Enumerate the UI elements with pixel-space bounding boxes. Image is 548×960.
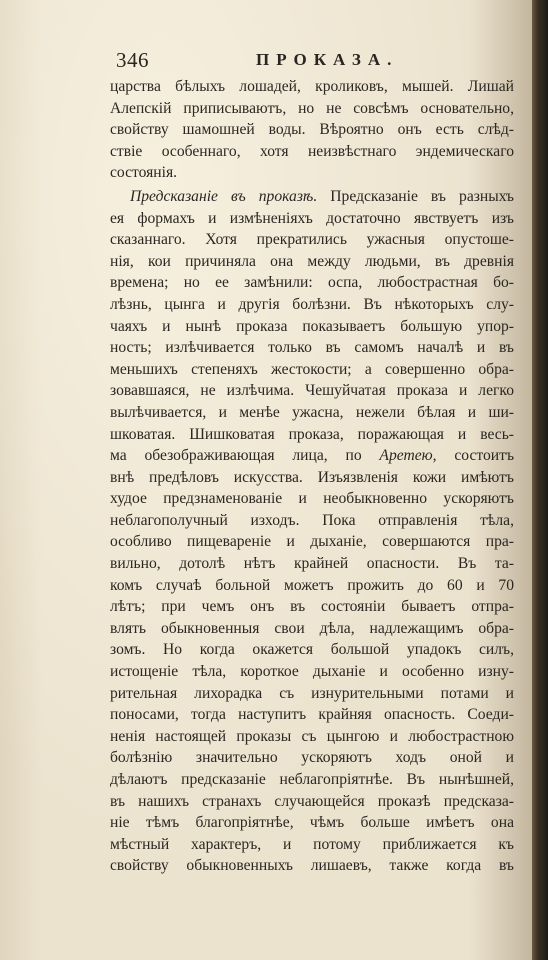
book-spine-shadow <box>532 0 548 960</box>
text-line: нія, кои причиняла она между людьми, въ древнія <box>110 252 514 270</box>
text-line: ея формахъ и измѣненіяхъ достаточно явствуетъ изъ <box>110 209 514 227</box>
text-line-with-name <box>110 445 514 467</box>
text-line: мѣстный характеръ, и потому приближается къ <box>110 835 514 853</box>
text-line: въ нашихъ странахъ случающейся проказѣ предсказа- <box>110 792 514 810</box>
author-name: Аретею, <box>379 447 437 465</box>
paragraph-first-line <box>110 186 514 208</box>
text-line: особливо пищевареніе и дыханіе, совершаются пра- <box>110 533 514 551</box>
text-line: ность; излѣчивается только въ самомъ началѣ и въ <box>110 339 514 357</box>
text-line: времена; но ее замѣнили: оспа, любострастная бо- <box>110 274 514 292</box>
text-line: зомъ. Но когда окажется большой упадокъ силъ, <box>110 641 514 659</box>
text-line: вылѣчивается, и менѣе ужасна, нежели бѣлая и ши- <box>110 403 514 421</box>
text-line: свойству шамошней воды. Вѣроятно онъ есть слѣд- <box>110 121 514 139</box>
text-line: ніе тѣмъ благопріятнѣе, чѣмъ больше имѣетъ она <box>110 814 514 832</box>
text-line: шковатая. Шишковатая проказа, поражающая и весь- <box>110 425 514 443</box>
text-line: ненія настоящей проказы съ цынгою и любострастною <box>110 727 514 745</box>
text-fragment: состоитъ <box>436 447 514 465</box>
text-fragment: Предсказаніе въ разныхъ <box>317 187 514 205</box>
text-line: царства бѣлыхъ лошадей, кроликовъ, мышей. Лишай <box>110 78 514 95</box>
paragraph-2 <box>110 186 514 877</box>
text-line: состоянія. <box>110 164 178 182</box>
text-line: зовавшаяся, не излѣчима. Чешуйчатая проказа и легко <box>110 382 514 400</box>
text-line: рительная лихорадка съ изнурительными потами и <box>110 684 514 702</box>
text-line: неблагополучный изходъ. Пока отправленія тѣла, <box>110 511 514 529</box>
text-line: худое предзнаменованіе и необыкновенно ускоряютъ <box>110 490 514 508</box>
text-line: ствіе особеннаго, хотя неизвѣстнаго эндемическаго <box>110 142 514 160</box>
text-line: болѣзнію значительно ускоряютъ ходъ оной и <box>110 749 514 767</box>
text-fragment: ма обезображивающая лица, по <box>110 447 380 465</box>
text-line: поносами, тогда наступитъ крайняя опасность. Соеди- <box>110 706 514 724</box>
text-line: лѣзнь, цынга и другія болѣзни. Въ нѣкоторыхъ слу- <box>110 295 514 313</box>
running-head: ПРОКАЗА. <box>256 50 399 69</box>
text-line: внѣ предѣловъ искусства. Изъязвленія кожи имѣютъ <box>110 468 514 486</box>
text-line: дѣлаютъ предсказаніе неблагопріятнѣе. Въ нынѣшней, <box>110 771 514 788</box>
text-line: Алепскій приписываютъ, но не совсѣмъ основательно, <box>110 99 514 117</box>
text-line: свойству обыкновенныхъ лишаевъ, также когда въ <box>110 857 514 875</box>
text-line: вильно, дотолѣ нѣтъ крайней опасности. Въ та- <box>110 555 514 573</box>
text-line: меньшихъ степеняхъ жестокости; а совершенно обра- <box>110 360 514 378</box>
text-line: истощеніе тѣла, короткое дыханіе и особенно изну- <box>110 663 514 681</box>
text-line: влять обыкновенныя свои дѣла, надлежащимъ обра- <box>110 619 514 637</box>
text-line: сказаннаго. Хотя прекратились ужасныя опустоше- <box>110 231 514 249</box>
paragraph-1 <box>110 76 514 184</box>
section-heading: Предсказаніе въ проказѣ. <box>130 187 318 205</box>
text-line: чаяхъ и нынѣ проказа показываетъ большую упор- <box>110 317 514 335</box>
page-header <box>0 44 532 74</box>
page-number: 346 <box>116 48 149 72</box>
body-text <box>110 76 514 877</box>
text-line: комъ случаѣ больной можетъ прожить до 60 и 70 <box>110 576 514 594</box>
text-line: лѣтъ; при чемъ онъ въ состояніи бываетъ отпра- <box>110 598 514 616</box>
